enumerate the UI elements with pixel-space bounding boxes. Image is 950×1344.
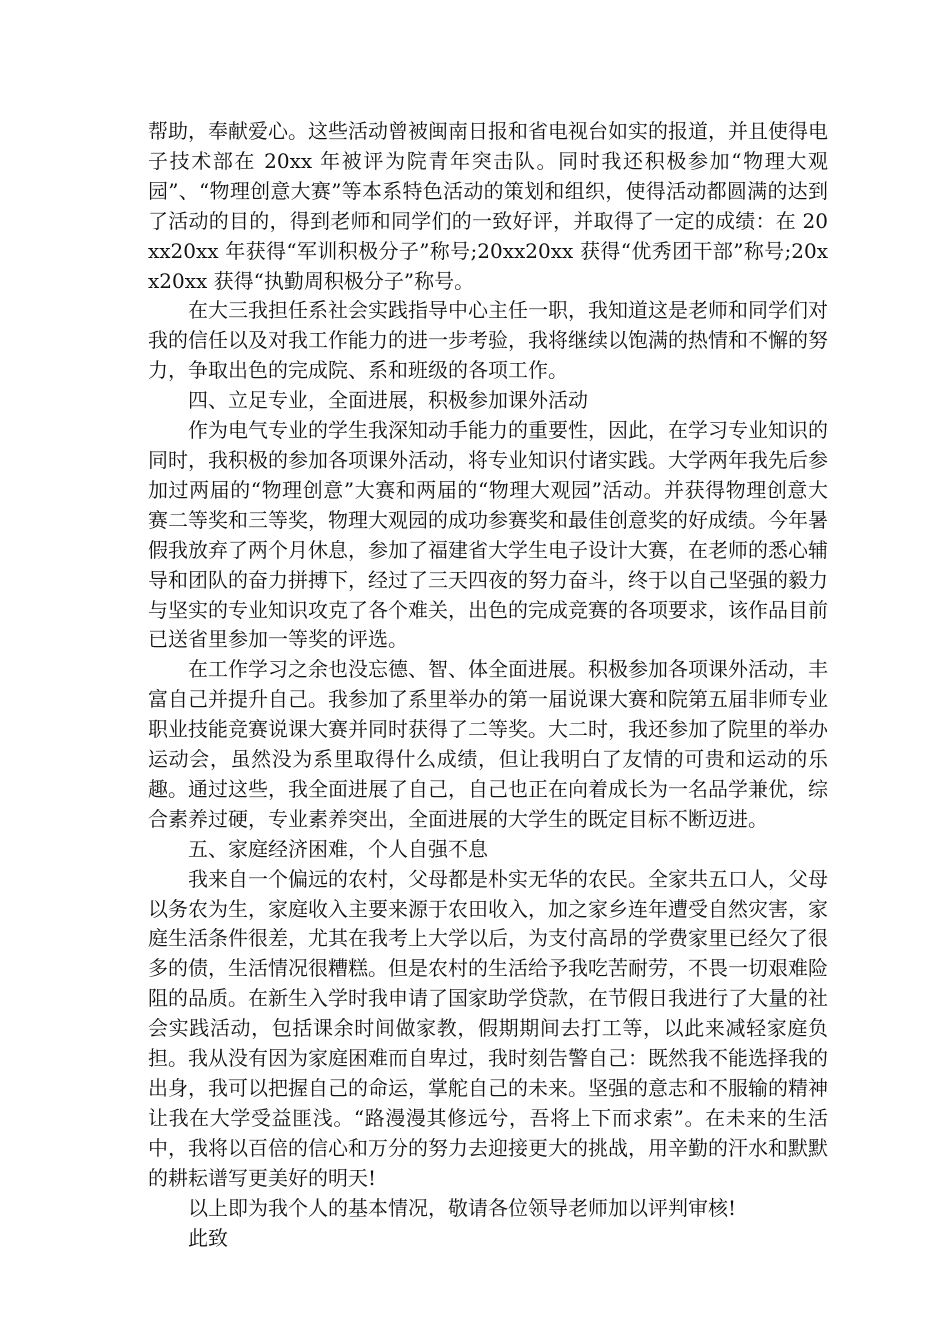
paragraph-family-situation: 我来自一个偏远的农村，父母都是朴实无华的农民。全家共五口人，父母以务农为生，家庭收入主要来源于农田收入，加之家乡连年遭受自然灾害，家庭生活条件很差，尤其在我考上大学以后，为支付高昂的学费家里已经欠了很多的债，生活情况很糟糕。但是农村的生活给予我吃苦耐劳，不畏一切艰难险阻的品质。在新生入学时我申请了国家助学贷款，在节假日我进行了大量的社会实践活动，包括课余时间做家教，假期期间去打工等，以此来减轻家庭负担。我从没有因为家庭困难而自卑过，我时刻告警自己：既然我不能选择我的出身，我可以把握自己的命运，掌舵自己的未来。坚强的意志和不服输的精神让我在大学受益匪浅。“路漫漫其修远兮，吾将上下而求索”。在未来的生活中，我将以百倍的信心和万分的努力去迎接更大的挑战，用辛勤的汗水和默默的耕耘谱写更美好的明天!	[148, 866, 828, 1190]
paragraph-continuation: 帮助，奉献爱心。这些活动曾被闽南日报和省电视台如实的报道，并且使得电子技术部在 20xx 年被评为院青年突击队。同时我还积极参加“物理大观园”、“物理创意大赛”等本系特色活动的策划和组织，使得活动都圆满的达到了活动的目的，得到老师和同学们的一致好评，并取得了一定的成绩：在 20xx20xx 年获得“军训积极分子”称号;20xx20xx 获得“优秀团干部”称号;20xx20xx 获得“执勤周积极分子”称号。	[148, 119, 828, 293]
section-heading-five: 五、家庭经济困难，个人自强不息	[188, 836, 488, 861]
paragraph-all-round-development: 在工作学习之余也没忘德、智、体全面进展。积极参加各项课外活动，丰富自己并提升自己。我参加了系里举办的第一届说课大赛和院第五届非师专业职业技能竞赛说课大赛并同时获得了二等奖。大二时，我还参加了院里的举办运动会，虽然没为系里取得什么成绩，但让我明白了友情的可贵和运动的乐趣。通过这些，我全面进展了自己，自己也正在向着成长为一名品学兼优，综合素养过硬，专业素养突出，全面进展的大学生的既定目标不断迈进。	[148, 657, 828, 831]
section-heading-four: 四、立足专业，全面进展，积极参加课外活动	[188, 388, 588, 413]
document-page	[148, 117, 828, 1253]
paragraph-closing-request: 以上即为我个人的基本情况，敬请各位领导老师加以评判审核!	[188, 1195, 737, 1220]
paragraph-salutation: 此致	[188, 1225, 228, 1250]
paragraph-practice-center: 在大三我担任系社会实践指导中心主任一职，我知道这是老师和同学们对我的信任以及对我工作能力的进一步考验，我将继续以饱满的热情和不懈的努力，争取出色的完成院、系和班级的各项工作。	[148, 298, 828, 383]
paragraph-extracurricular: 作为电气专业的学生我深知动手能力的重要性，因此，在学习专业知识的同时，我积极的参加各项课外活动，将专业知识付诸实践。大学两年我先后参加过两届的“物理创意”大赛和两届的“物理大观园”活动。并获得物理创意大赛二等奖和三等奖，物理大观园的成功参赛奖和最佳创意奖的好成绩。今年暑假我放弃了两个月休息，参加了福建省大学生电子设计大赛，在老师的悉心辅导和团队的奋力拼搏下，经过了三天四夜的努力奋斗，终于以自己坚强的毅力与坚实的专业知识攻克了各个难关，出色的完成竞赛的各项要求，该作品目前已送省里参加一等奖的评选。	[148, 418, 828, 652]
